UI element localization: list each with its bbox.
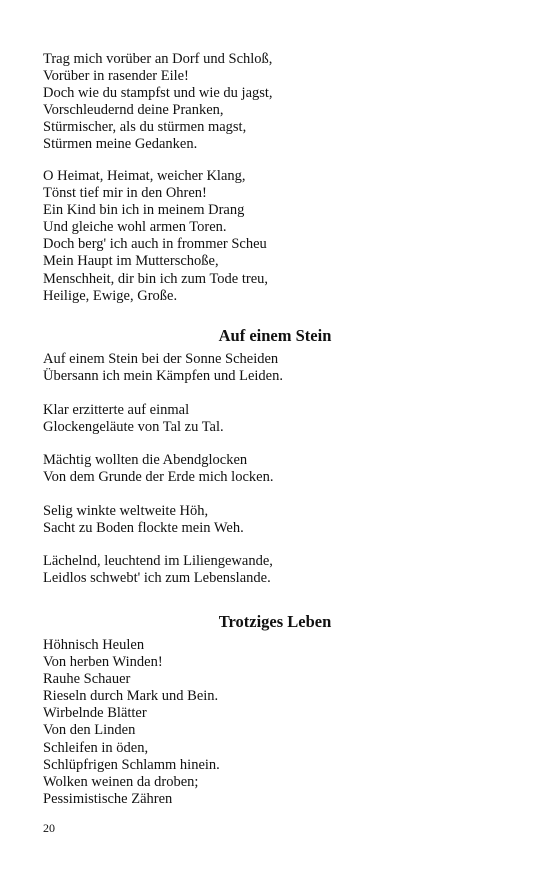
poem3-stanza-1 (43, 637, 513, 808)
verse-line: Tönst tief mir in den Ohren! (43, 185, 207, 202)
verse-line: Heilige, Ewige, Große. (43, 287, 178, 304)
verse-line: Sacht zu Boden flockte mein Weh. (43, 520, 244, 537)
verse-line: Trag mich vorüber an Dorf und Schloß, (43, 51, 273, 67)
poem2-stanza-3 (43, 452, 513, 486)
verse-line: Stürmischer, als du stürmen magst, (43, 119, 247, 136)
verse-line: Schleifen in öden, (43, 739, 149, 756)
verse-line: Mächtig wollten die Abendglocken (43, 452, 248, 468)
verse-line: Vorüber in rasender Eile! (43, 68, 189, 85)
verse-line: Von dem Grunde der Erde mich locken. (43, 469, 274, 486)
verse-line: Übersann ich mein Kämpfen und Leiden. (43, 368, 283, 385)
verse-line: Glockengeläute von Tal zu Tal. (43, 419, 224, 436)
verse-line: Lächelnd, leuchtend im Liliengewande, (43, 553, 273, 569)
poem2-stanza-4 (43, 503, 513, 537)
verse-line: Pessimistische Zähren (43, 790, 173, 807)
verse-line: O Heimat, Heimat, weicher Klang, (43, 168, 246, 184)
verse-line: Klar erzitterte auf einmal (43, 402, 190, 418)
verse-line: Doch wie du stampfst und wie du jagst, (43, 85, 273, 102)
verse-line: Ein Kind bin ich in meinem Drang (43, 202, 245, 219)
verse-line: Rieseln durch Mark und Bein. (43, 688, 219, 705)
poem2-stanza-1 (43, 351, 513, 385)
verse-line: Wolken weinen da droben; (43, 773, 199, 790)
poem2-stanza-2 (43, 402, 513, 436)
stanza-top-1 (43, 51, 513, 154)
verse-line: Leidlos schwebt' ich zum Lebenslande. (43, 570, 271, 587)
verse-line: Von herben Winden! (43, 654, 163, 671)
verse-line: Doch berg' ich auch in frommer Scheu (43, 236, 267, 253)
verse-line: Rauhe Schauer (43, 671, 131, 688)
verse-line: Von den Linden (43, 722, 136, 739)
verse-line: Auf einem Stein bei der Sonne Scheiden (43, 351, 279, 367)
verse-line: Selig winkte weltweite Höh, (43, 503, 209, 519)
verse-line: Und gleiche wohl armen Toren. (43, 219, 227, 236)
poem2-stanza-5 (43, 553, 513, 587)
verse-line: Höhnisch Heulen (43, 637, 145, 653)
poem-title-auf-einem-stein: Auf einem Stein (218, 326, 332, 345)
verse-line: Schlüpfrigen Schlamm hinein. (43, 756, 220, 773)
poem-title-trotziges-leben: Trotziges Leben (218, 612, 332, 631)
verse-line: Mein Haupt im Mutterschoße, (43, 253, 219, 270)
verse-line: Wirbelnde Blätter (43, 705, 147, 722)
verse-line: Vorschleudernd deine Pranken, (43, 102, 224, 119)
verse-line: Menschheit, dir bin ich zum Tode treu, (43, 270, 269, 287)
stanza-top-2 (43, 168, 513, 305)
verse-line: Stürmen meine Gedanken. (43, 136, 198, 153)
page-number: 20 (43, 821, 55, 835)
